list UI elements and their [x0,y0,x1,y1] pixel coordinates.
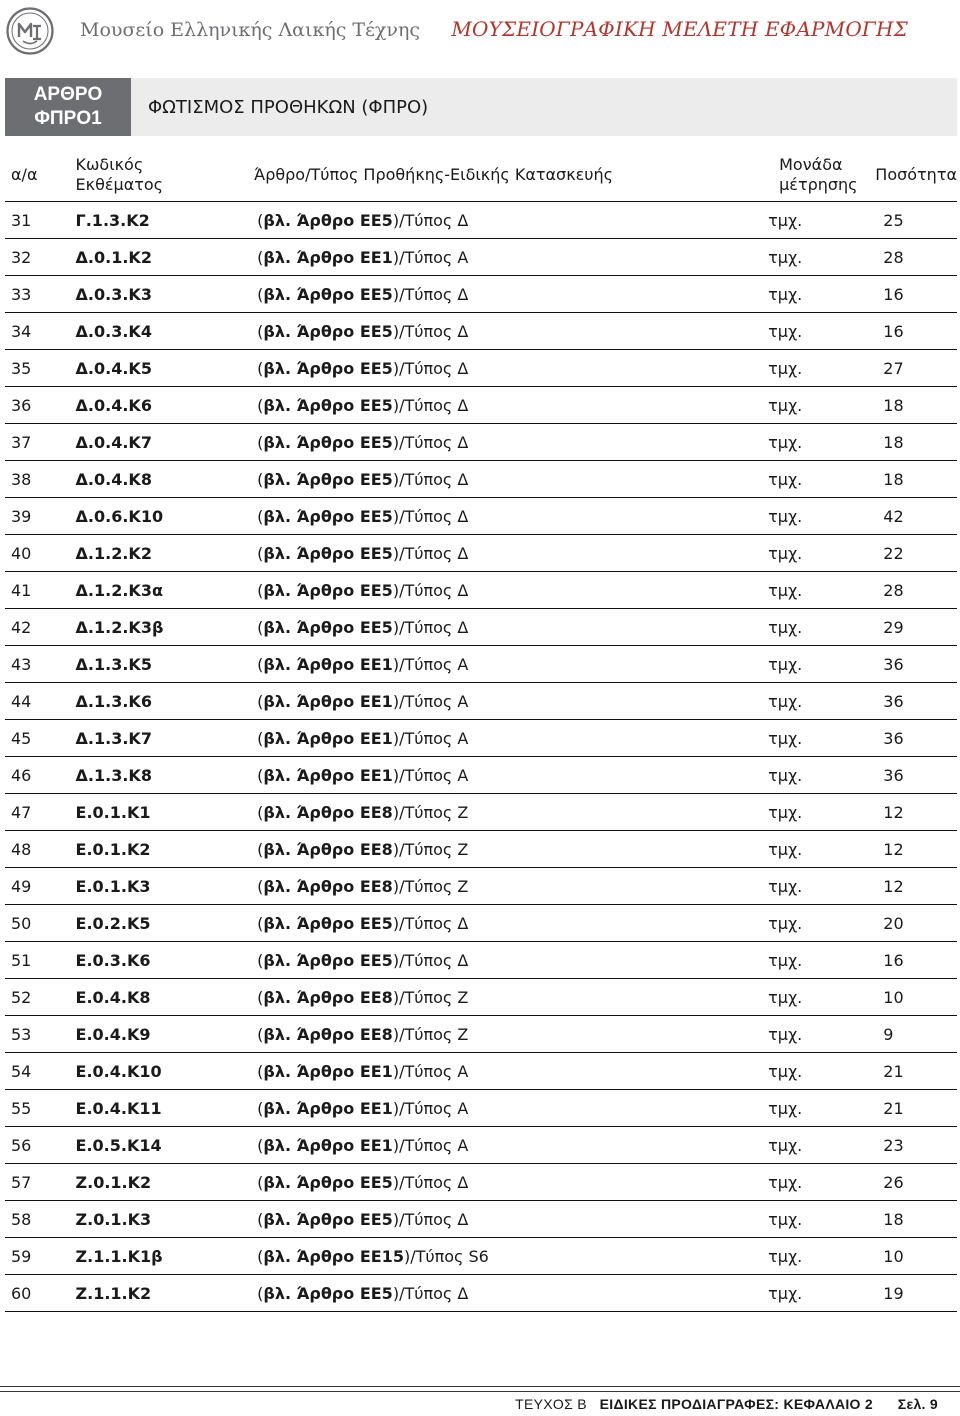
header-aa: α/α [5,148,62,202]
cell-type: /Τύπος Δ [399,210,469,230]
cell-desc [254,313,765,350]
table-row [5,572,957,609]
cell-qty: 18 [875,461,957,498]
cell-aa: 34 [5,313,62,350]
footer-volume: ΤΕΥΧΟΣ Β [515,1396,587,1412]
cell-qty: 16 [875,276,957,313]
cell-code: Δ.1.3.Κ5 [62,646,255,683]
header-code-line2: Εκθέματος [75,174,164,194]
cell-code: Δ.1.3.Κ6 [62,683,255,720]
cell-type: /Τύπος Δ [399,1283,469,1303]
cell-code: Δ.0.3.Κ4 [62,313,255,350]
cell-code: Ε.0.2.Κ5 [62,905,255,942]
cell-aa: 52 [5,979,62,1016]
cell-aa: 58 [5,1201,62,1238]
cell-code: Ε.0.1.Κ2 [62,831,255,868]
cell-aa: 54 [5,1053,62,1090]
cell-unit: τμχ. [765,1016,875,1053]
cell-code: Ε.0.1.Κ3 [62,868,255,905]
cell-aa: 37 [5,424,62,461]
table-row [5,1016,957,1053]
cell-unit: τμχ. [765,387,875,424]
study-title: ΜΟΥΣΕΙΟΓΡΑΦΙΚΗ ΜΕΛΕΤΗ ΕΦΑΡΜΟΓΗΣ [451,17,908,41]
cell-qty: 21 [875,1090,957,1127]
table-row [5,424,957,461]
cell-qty: 10 [875,979,957,1016]
cell-aa: 41 [5,572,62,609]
cell-type: /Τύπος Α [399,728,469,748]
cell-qty: 36 [875,720,957,757]
cell-type: /Τύπος Δ [399,1209,469,1229]
cell-aa: 40 [5,535,62,572]
cell-type: /Τύπος Δ [399,358,469,378]
table-row [5,276,957,313]
table-row [5,609,957,646]
cell-code: Δ.1.3.Κ7 [62,720,255,757]
table-row [5,1053,957,1090]
article-title: ΦΩΤΙΣΜΟΣ ΠΡΟΘΗΚΩΝ (ΦΠΡΟ) [148,97,429,118]
cell-ref: (βλ. Άρθρο ΕΕ1) [257,654,400,674]
cell-type: /Τύπος Δ [399,469,469,489]
cell-aa: 50 [5,905,62,942]
cell-ref: (βλ. Άρθρο ΕΕ5) [257,617,400,637]
footer-section: ΕΙΔΙΚΕΣ ΠΡΟΔΙΑΓΡΑΦΕΣ: ΚΕΦΑΛΑΙΟ 2 [599,1396,874,1412]
cell-qty: 42 [875,498,957,535]
cell-unit: τμχ. [765,424,875,461]
cell-type: /Τύπος Α [399,1061,469,1081]
cell-aa: 55 [5,1090,62,1127]
cell-unit: τμχ. [765,1127,875,1164]
cell-aa: 42 [5,609,62,646]
cell-code: Δ.1.2.Κ3α [62,572,255,609]
cell-code: Ζ.1.1.Κ1β [62,1238,255,1275]
cell-desc [254,387,765,424]
cell-aa: 32 [5,239,62,276]
table-row [5,1275,957,1312]
cell-qty: 18 [875,387,957,424]
cell-desc [254,350,765,387]
cell-code: Γ.1.3.Κ2 [62,202,255,239]
cell-unit: τμχ. [765,646,875,683]
cell-desc [254,905,765,942]
cell-qty: 29 [875,609,957,646]
cell-type: /Τύπος Α [399,1135,469,1155]
cell-code: Δ.1.3.Κ8 [62,757,255,794]
cell-unit: τμχ. [765,1053,875,1090]
cell-ref: (βλ. Άρθρο ΕΕ5) [257,506,400,526]
cell-qty: 28 [875,572,957,609]
table-row [5,202,957,239]
cell-desc [254,1053,765,1090]
cell-qty: 16 [875,942,957,979]
cell-type: /Τύπος Ζ [399,839,469,859]
cell-unit: τμχ. [765,720,875,757]
cell-aa: 35 [5,350,62,387]
cell-desc [254,1016,765,1053]
table-row [5,757,957,794]
cell-ref: (βλ. Άρθρο ΕΕ5) [257,321,400,341]
table-row [5,1090,957,1127]
article-code-line1: ΑΡΘΡΟ [33,84,103,105]
cell-type: /Τύπος Α [399,247,469,267]
table-row [5,905,957,942]
table-row [5,720,957,757]
page-header [0,0,960,62]
cell-unit: τμχ. [765,1275,875,1312]
table-row [5,794,957,831]
cell-ref: (βλ. Άρθρο ΕΕ5) [257,358,400,378]
cell-type: /Τύπος Ζ [399,1024,469,1044]
cell-ref: (βλ. Άρθρο ΕΕ1) [257,1135,400,1155]
cell-code: Ε.0.4.Κ10 [62,1053,255,1090]
cell-code: Ε.0.4.Κ9 [62,1016,255,1053]
cell-desc [254,757,765,794]
cell-unit: τμχ. [765,1164,875,1201]
cell-type: /Τύπος Δ [399,913,469,933]
cell-desc [254,535,765,572]
cell-code: Δ.0.4.Κ7 [62,424,255,461]
cell-desc [254,794,765,831]
cell-code: Ζ.0.1.Κ3 [62,1201,255,1238]
cell-ref: (βλ. Άρθρο ΕΕ8) [257,839,400,859]
cell-type: /Τύπος Α [399,1098,469,1118]
cell-type: /Τύπος Δ [399,543,469,563]
cell-type: /Τύπος S6 [410,1246,489,1266]
cell-ref: (βλ. Άρθρο ΕΕ1) [257,765,400,785]
cell-type: /Τύπος Α [399,765,469,785]
cell-qty: 27 [875,350,957,387]
cell-aa: 59 [5,1238,62,1275]
cell-unit: τμχ. [765,683,875,720]
cell-qty: 21 [875,1053,957,1090]
cell-type: /Τύπος Ζ [399,987,469,1007]
cell-ref: (βλ. Άρθρο ΕΕ15) [257,1246,411,1266]
cell-qty: 20 [875,905,957,942]
cell-desc [254,1201,765,1238]
cell-type: /Τύπος Α [399,691,469,711]
cell-unit: τμχ. [765,868,875,905]
header-code-line1: Κωδικός [75,154,144,174]
table-row [5,387,957,424]
cell-desc [254,572,765,609]
table-row [5,313,957,350]
footer-page-number: Σελ. 9 [897,1396,938,1412]
table-row [5,942,957,979]
cell-ref: (βλ. Άρθρο ΕΕ5) [257,469,400,489]
cell-unit: τμχ. [765,905,875,942]
cell-aa: 31 [5,202,62,239]
header-code [62,148,255,202]
cell-type: /Τύπος Δ [399,506,469,526]
cell-ref: (βλ. Άρθρο ΕΕ5) [257,395,400,415]
cell-desc [254,1090,765,1127]
cell-aa: 49 [5,868,62,905]
cell-unit: τμχ. [765,313,875,350]
museum-name: Μουσείο Ελληνικής Λαικής Τέχνης [80,19,421,41]
cell-qty: 12 [875,794,957,831]
cell-aa: 36 [5,387,62,424]
cell-unit: τμχ. [765,239,875,276]
cell-desc [254,979,765,1016]
cell-desc [254,202,765,239]
cell-code: Ε.0.4.Κ8 [62,979,255,1016]
cell-type: /Τύπος Δ [399,1172,469,1192]
table-row [5,1238,957,1275]
cell-qty: 9 [875,1016,957,1053]
cell-aa: 60 [5,1275,62,1312]
footer-divider [0,1386,960,1392]
cell-type: /Τύπος Δ [399,395,469,415]
table-row [5,239,957,276]
museum-logo-icon [6,7,54,55]
cell-aa: 38 [5,461,62,498]
cell-ref: (βλ. Άρθρο ΕΕ5) [257,1283,400,1303]
cell-qty: 18 [875,1201,957,1238]
table-row [5,1164,957,1201]
cell-qty: 26 [875,1164,957,1201]
cell-ref: (βλ. Άρθρο ΕΕ5) [257,1172,400,1192]
cell-code: Ζ.0.1.Κ2 [62,1164,255,1201]
cell-unit: τμχ. [765,1238,875,1275]
cell-ref: (βλ. Άρθρο ΕΕ5) [257,1209,400,1229]
table-row [5,868,957,905]
cell-type: /Τύπος Ζ [399,802,469,822]
cell-unit: τμχ. [765,461,875,498]
cell-unit: τμχ. [765,979,875,1016]
cell-qty: 36 [875,757,957,794]
table-row [5,1127,957,1164]
cell-aa: 43 [5,646,62,683]
cell-type: /Τύπος Δ [399,432,469,452]
table-row [5,646,957,683]
cell-qty: 36 [875,683,957,720]
cell-aa: 45 [5,720,62,757]
cell-type: /Τύπος Ζ [399,876,469,896]
cell-unit: τμχ. [765,831,875,868]
cell-code: Ε.0.4.Κ11 [62,1090,255,1127]
cell-type: /Τύπος Δ [399,284,469,304]
cell-code: Δ.0.4.Κ6 [62,387,255,424]
table-row [5,683,957,720]
cell-type: /Τύπος Δ [399,950,469,970]
cell-desc [254,239,765,276]
cell-desc [254,461,765,498]
cell-aa: 48 [5,831,62,868]
table-header-row [5,148,957,202]
cell-unit: τμχ. [765,350,875,387]
cell-qty: 18 [875,424,957,461]
cell-aa: 53 [5,1016,62,1053]
cell-code: Ζ.1.1.Κ2 [62,1275,255,1312]
cell-aa: 56 [5,1127,62,1164]
cell-desc [254,1238,765,1275]
header-unit-line2: μέτρησης [779,174,858,194]
cell-unit: τμχ. [765,276,875,313]
cell-desc [254,1275,765,1312]
items-table [5,148,957,1312]
cell-ref: (βλ. Άρθρο ΕΕ1) [257,247,400,267]
cell-unit: τμχ. [765,535,875,572]
cell-qty: 12 [875,831,957,868]
cell-ref: (βλ. Άρθρο ΕΕ8) [257,1024,400,1044]
page-footer [515,1396,938,1413]
cell-type: /Τύπος Δ [399,617,469,637]
article-code-line2: ΦΠΡΟ1 [34,108,102,129]
cell-aa: 46 [5,757,62,794]
header-desc: Άρθρο/Τύπος Προθήκης-Ειδικής Κατασκευής [254,148,765,202]
cell-type: /Τύπος Α [399,654,469,674]
cell-ref: (βλ. Άρθρο ΕΕ1) [257,691,400,711]
cell-ref: (βλ. Άρθρο ΕΕ5) [257,950,400,970]
cell-unit: τμχ. [765,202,875,239]
cell-ref: (βλ. Άρθρο ΕΕ5) [257,432,400,452]
cell-unit: τμχ. [765,609,875,646]
table-row [5,1201,957,1238]
cell-ref: (βλ. Άρθρο ΕΕ8) [257,876,400,896]
table-row [5,831,957,868]
cell-code: Δ.1.2.Κ3β [62,609,255,646]
article-code [5,78,131,136]
cell-desc [254,720,765,757]
cell-desc [254,1164,765,1201]
cell-desc [254,942,765,979]
cell-qty: 28 [875,239,957,276]
cell-desc [254,646,765,683]
cell-unit: τμχ. [765,572,875,609]
cell-unit: τμχ. [765,1090,875,1127]
cell-unit: τμχ. [765,757,875,794]
cell-desc [254,1127,765,1164]
cell-ref: (βλ. Άρθρο ΕΕ8) [257,802,400,822]
cell-desc [254,868,765,905]
cell-qty: 19 [875,1275,957,1312]
cell-code: Δ.0.4.Κ5 [62,350,255,387]
cell-code: Ε.0.3.Κ6 [62,942,255,979]
cell-unit: τμχ. [765,1201,875,1238]
table-row [5,498,957,535]
cell-aa: 44 [5,683,62,720]
cell-qty: 36 [875,646,957,683]
cell-code: Δ.0.1.Κ2 [62,239,255,276]
cell-qty: 22 [875,535,957,572]
cell-ref: (βλ. Άρθρο ΕΕ5) [257,580,400,600]
table-row [5,979,957,1016]
cell-code: Ε.0.1.Κ1 [62,794,255,831]
cell-unit: τμχ. [765,498,875,535]
cell-ref: (βλ. Άρθρο ΕΕ5) [257,543,400,563]
cell-ref: (βλ. Άρθρο ΕΕ8) [257,987,400,1007]
table-row [5,350,957,387]
article-band [5,78,957,136]
cell-qty: 12 [875,868,957,905]
cell-qty: 25 [875,202,957,239]
cell-ref: (βλ. Άρθρο ΕΕ5) [257,210,400,230]
cell-code: Ε.0.5.Κ14 [62,1127,255,1164]
cell-qty: 10 [875,1238,957,1275]
cell-aa: 57 [5,1164,62,1201]
header-qty: Ποσότητα [875,148,957,202]
cell-qty: 23 [875,1127,957,1164]
cell-qty: 16 [875,313,957,350]
cell-unit: τμχ. [765,942,875,979]
cell-aa: 51 [5,942,62,979]
header-unit [765,148,875,202]
cell-type: /Τύπος Δ [399,580,469,600]
cell-ref: (βλ. Άρθρο ΕΕ1) [257,1098,400,1118]
cell-aa: 47 [5,794,62,831]
cell-aa: 39 [5,498,62,535]
cell-desc [254,831,765,868]
cell-code: Δ.0.3.Κ3 [62,276,255,313]
cell-ref: (βλ. Άρθρο ΕΕ1) [257,728,400,748]
cell-desc [254,683,765,720]
table-body [5,202,957,1312]
cell-ref: (βλ. Άρθρο ΕΕ1) [257,1061,400,1081]
table-row [5,461,957,498]
table-row [5,535,957,572]
cell-desc [254,276,765,313]
cell-ref: (βλ. Άρθρο ΕΕ5) [257,913,400,933]
cell-ref: (βλ. Άρθρο ΕΕ5) [257,284,400,304]
cell-code: Δ.0.4.Κ8 [62,461,255,498]
cell-code: Δ.0.6.Κ10 [62,498,255,535]
cell-desc [254,424,765,461]
cell-desc [254,498,765,535]
cell-unit: τμχ. [765,794,875,831]
cell-aa: 33 [5,276,62,313]
header-unit-line1: Μονάδα [779,154,843,174]
cell-code: Δ.1.2.Κ2 [62,535,255,572]
cell-desc [254,609,765,646]
cell-type: /Τύπος Δ [399,321,469,341]
